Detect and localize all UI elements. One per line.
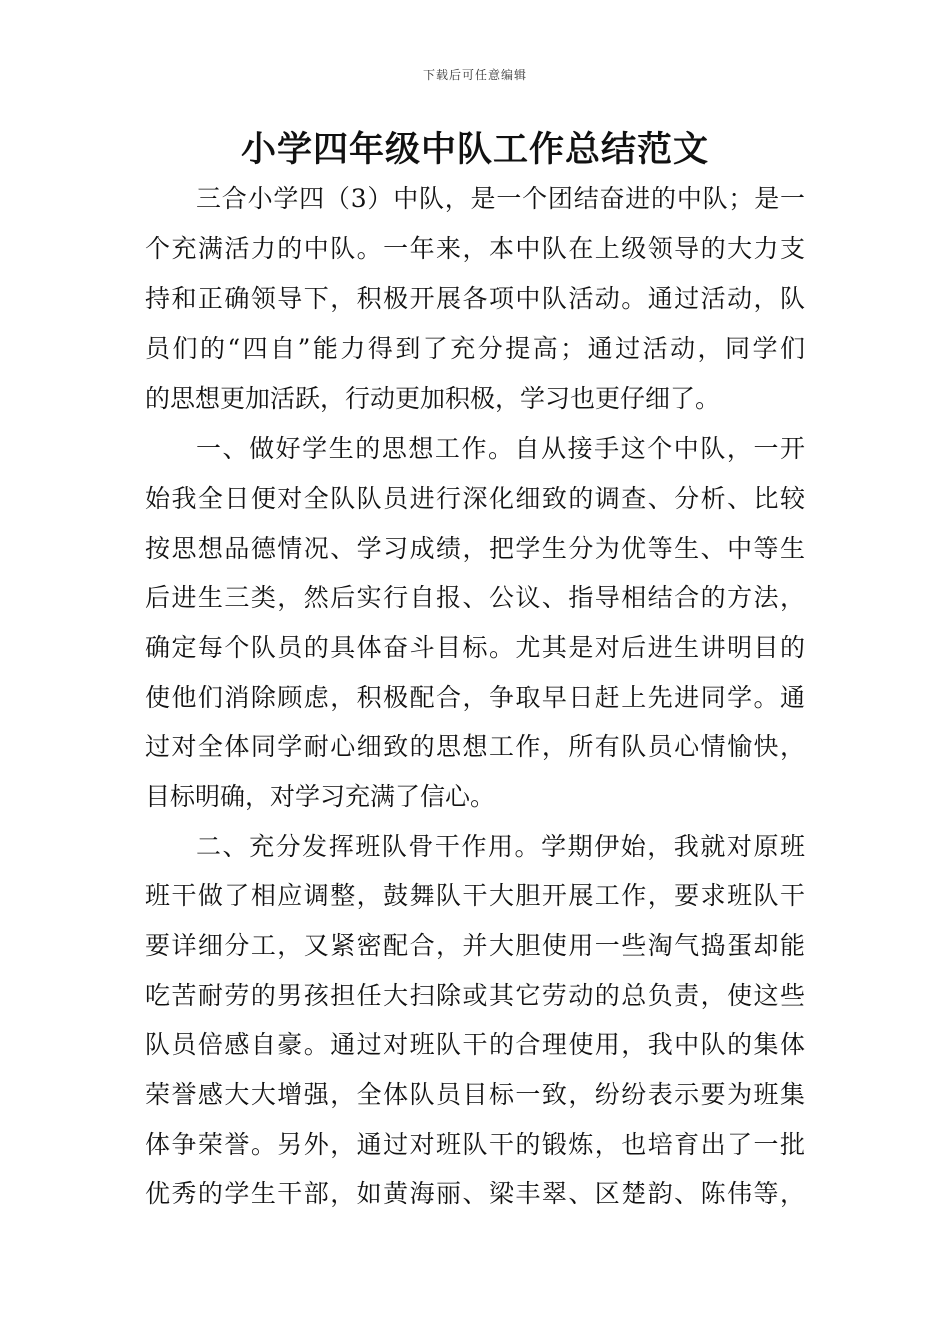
paragraph-1-line-1: 三合小学四（3）中队，是一个团结奋进的中队；是一 bbox=[196, 184, 805, 213]
paragraph-2-line-5: 确定每个队员的具体奋斗目标。尤其是对后进生讲明目的 bbox=[145, 633, 805, 662]
paragraph-3-line-3: 要详细分工，又紧密配合，并大胆使用一些淘气捣蛋却能 bbox=[145, 931, 805, 960]
paragraph-3-line-5: 队员倍感自豪。通过对班队干的合理使用，我中队的集体 bbox=[145, 1030, 805, 1059]
paragraph-2-line-3: 按思想品德情况、学习成绩，把学生分为优等生、中等生 bbox=[145, 534, 805, 563]
paragraph-3-line-4: 吃苦耐劳的男孩担任大扫除或其它劳动的总负责，使这些 bbox=[145, 981, 805, 1010]
paragraph-1-line-5: 的思想更加活跃，行动更加积极，学习也更仔细了。 bbox=[145, 384, 721, 413]
paragraph-1-line-4: 员们的“四自”能力得到了充分提高；通过活动，同学们 bbox=[145, 334, 805, 363]
paragraph-1-line-2: 个充满活力的中队。一年来，本中队在上级领导的大力支 bbox=[145, 234, 805, 263]
paragraph-2-line-4: 后进生三类，然后实行自报、公议、指导相结合的方法， bbox=[145, 583, 805, 612]
paragraph-2-line-6: 使他们消除顾虑，积极配合，争取早日赶上先进同学。通 bbox=[145, 683, 805, 712]
paragraph-2-line-2: 始我全日便对全队队员进行深化细致的调查、分析、比较 bbox=[145, 484, 805, 513]
paragraph-3-line-6: 荣誉感大大增强，全体队员目标一致，纷纷表示要为班集 bbox=[145, 1080, 805, 1109]
paragraph-3-line-1: 二、充分发挥班队骨干作用。学期伊始，我就对原班 bbox=[196, 832, 805, 861]
paragraph-2-line-7: 过对全体同学耐心细致的思想工作，所有队员心情愉快， bbox=[145, 732, 805, 761]
paragraph-3-line-7: 体争荣誉。另外，通过对班队干的锻炼，也培育出了一批 bbox=[145, 1130, 805, 1159]
header-note: 下载后可任意编辑 bbox=[422, 68, 527, 82]
paragraph-2-line-8: 目标明确，对学习充满了信心。 bbox=[145, 782, 496, 811]
document-title: 小学四年级中队工作总结范文 bbox=[240, 130, 709, 170]
paragraph-1-line-3: 持和正确领导下，积极开展各项中队活动。通过活动，队 bbox=[145, 284, 805, 313]
paragraph-3-line-2: 班干做了相应调整，鼓舞队干大胆开展工作，要求班队干 bbox=[145, 881, 805, 910]
paragraph-3-line-8: 优秀的学生干部，如黄海丽、梁丰翠、区楚韵、陈伟等， bbox=[145, 1179, 805, 1208]
paragraph-2-line-1: 一、做好学生的思想工作。自从接手这个中队，一开 bbox=[196, 434, 805, 463]
